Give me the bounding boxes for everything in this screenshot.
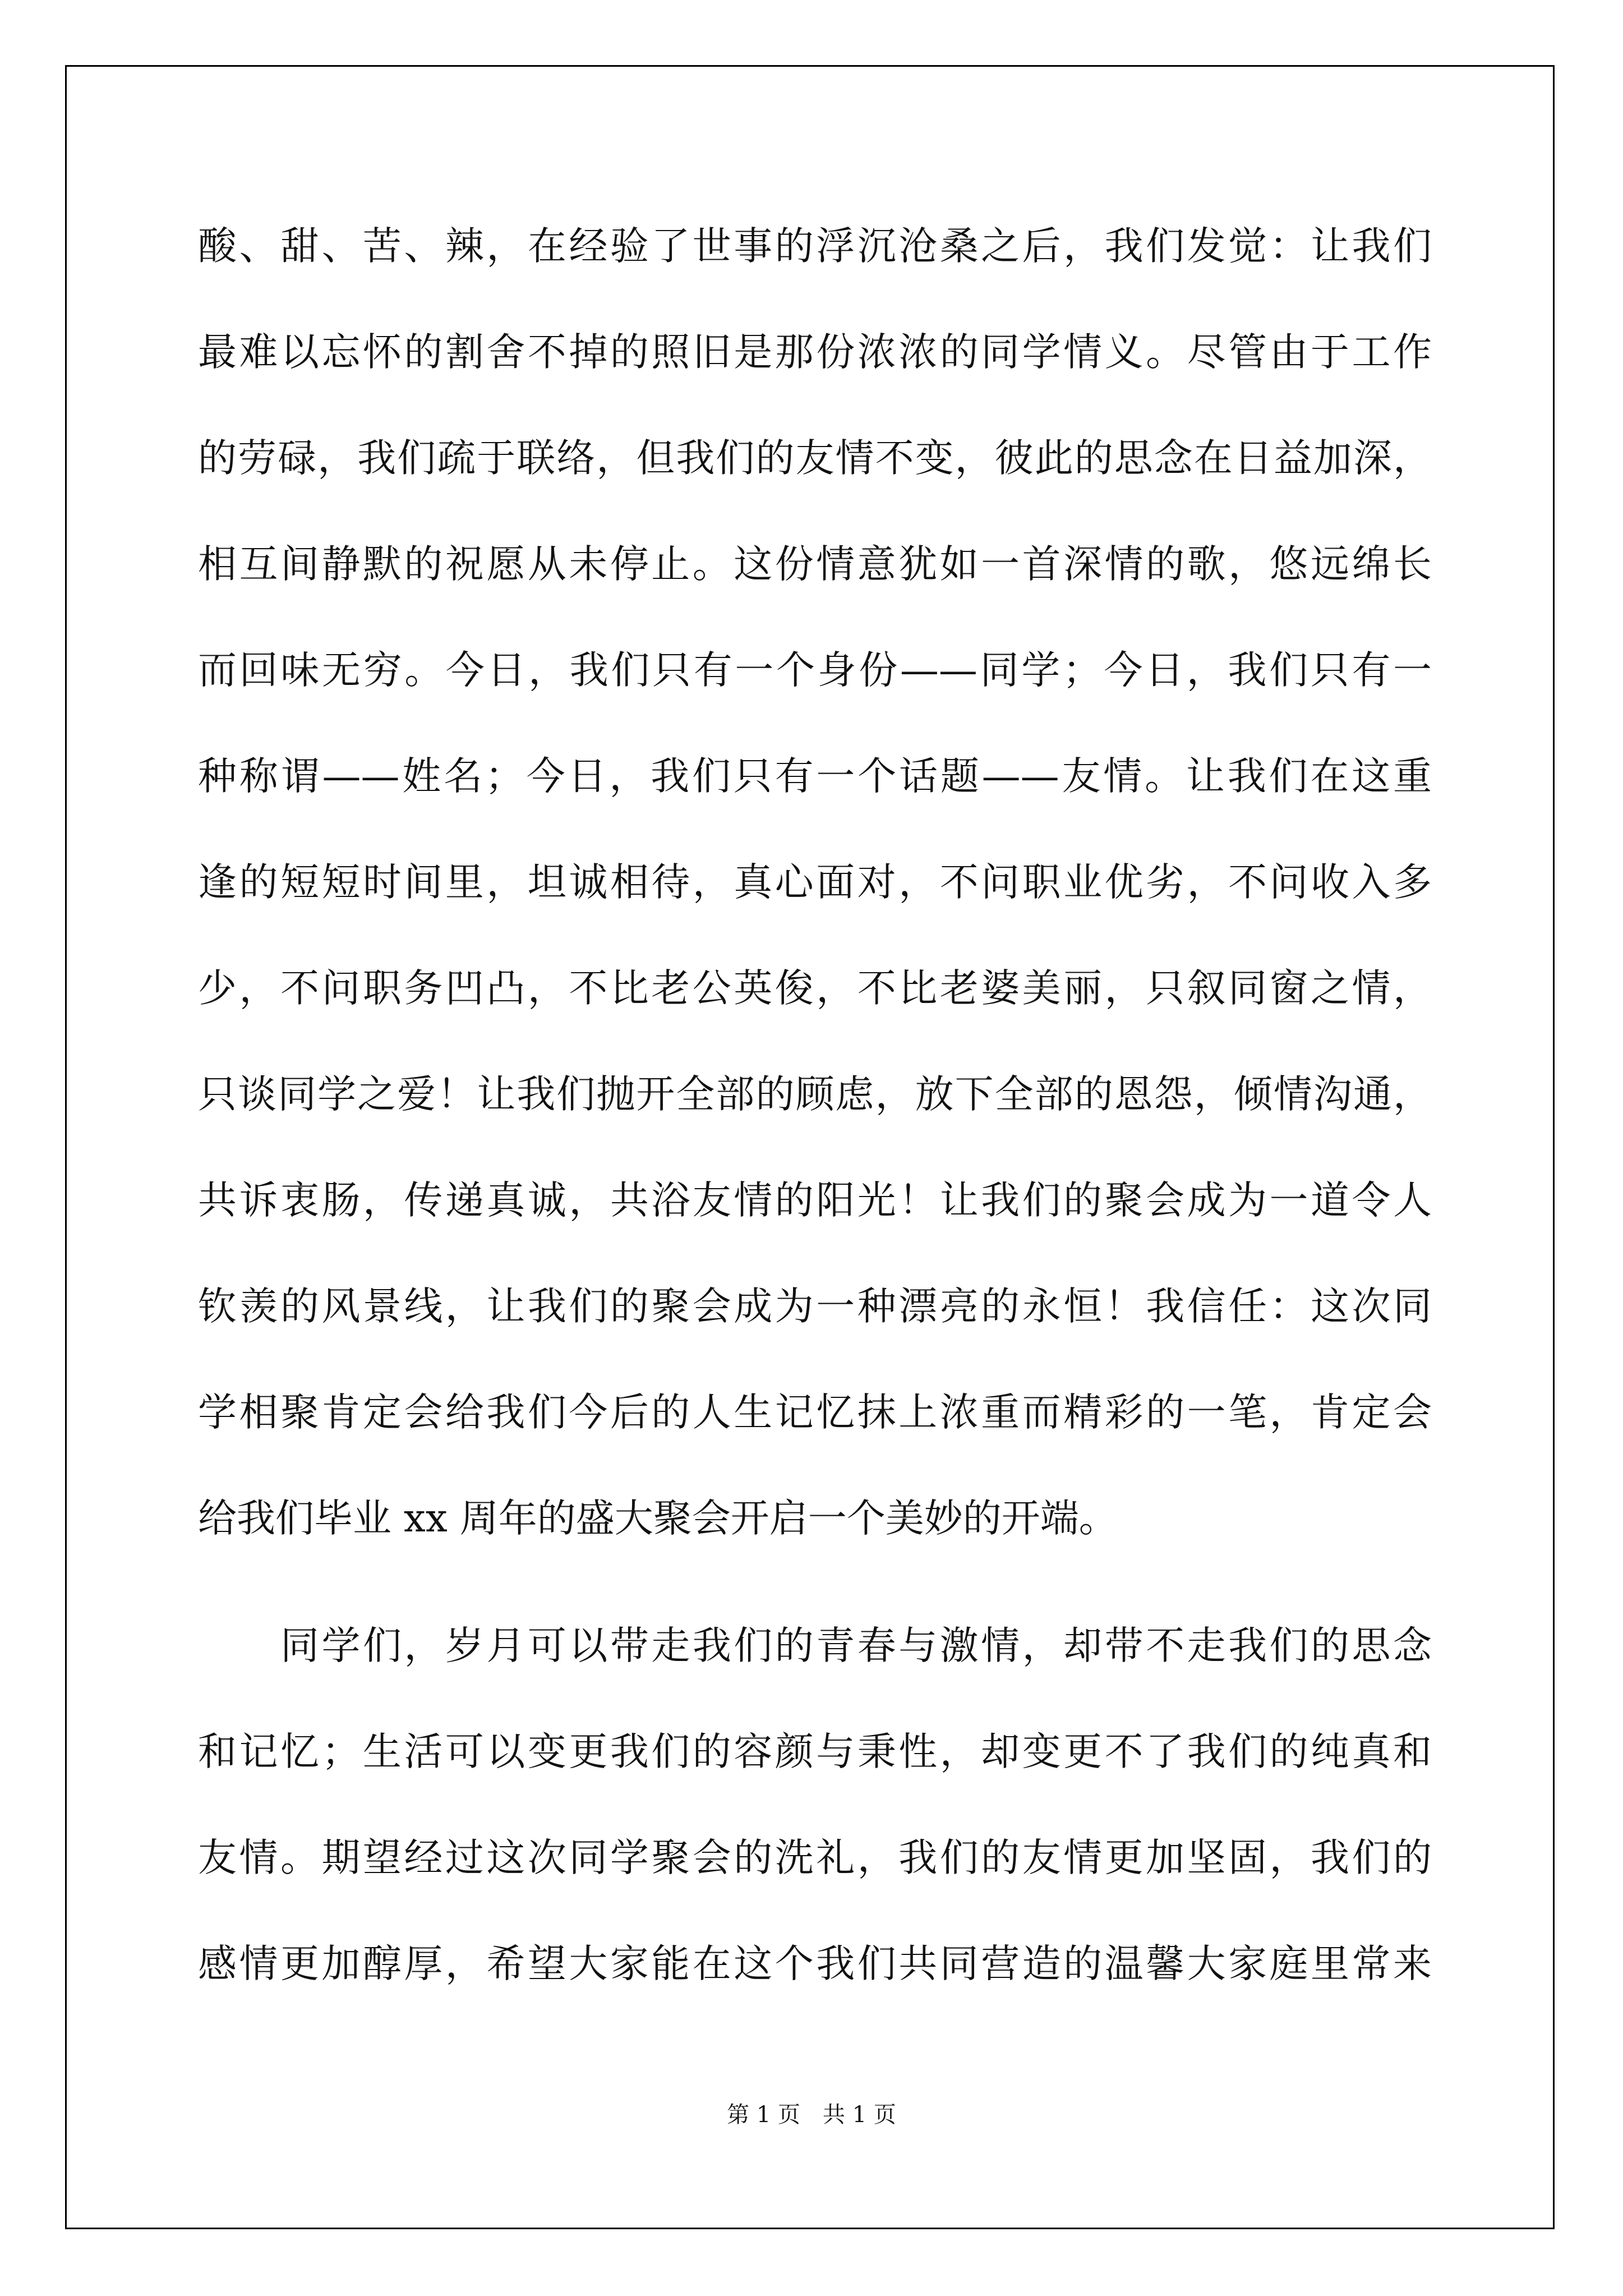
text-line: 钦羡的风景线，让我们的聚会成为一种漂亮的永恒！我信任：这次同	[198, 1284, 1432, 1329]
text-line: 少，不问职务凹凸，不比老公英俊，不比老婆美丽，只叙同窗之情，	[198, 966, 1432, 1011]
paragraph-2	[198, 1616, 1432, 2040]
text-line: 只谈同学之爱！让我们抛开全部的顾虑，放下全部的恩怨，倾情沟通，	[198, 1072, 1432, 1117]
text-line: 的劳碌，我们疏于联络，但我们的友情不变，彼此的思念在日益加深，	[198, 436, 1432, 481]
text-line: 给我们毕业 xx 周年的盛大聚会开启一个美妙的开端。	[198, 1496, 1118, 1541]
page-number-footer: 第 1 页 共 1 页	[727, 2102, 896, 2128]
text-line: 种称谓——姓名；今日，我们只有一个话题——友情。让我们在这重	[198, 754, 1432, 799]
text-line: 共诉衷肠，传递真诚，共浴友情的阳光！让我们的聚会成为一道令人	[198, 1178, 1432, 1223]
text-line: 同学们，岁月可以带走我们的青春与激情，却带不走我们的思念	[280, 1623, 1432, 1668]
paragraph-1	[198, 216, 1432, 1616]
text-line: 和记忆；生活可以变更我们的容颜与秉性，却变更不了我们的纯真和	[198, 1729, 1432, 1774]
text-line: 而回味无穷。今日，我们只有一个身份——同学；今日，我们只有一	[198, 648, 1432, 693]
document-body	[198, 216, 1432, 2040]
text-line: 感情更加醇厚，希望大家能在这个我们共同营造的温馨大家庭里常来	[198, 1941, 1432, 1986]
text-line: 友情。期望经过这次同学聚会的洗礼，我们的友情更加坚固，我们的	[198, 1835, 1432, 1880]
text-line: 相互间静默的祝愿从未停止。这份情意犹如一首深情的歌，悠远绵长	[198, 542, 1432, 587]
text-line: 酸、甜、苦、辣，在经验了世事的浮沉沧桑之后，我们发觉：让我们	[198, 224, 1432, 269]
text-line: 最难以忘怀的割舍不掉的照旧是那份浓浓的同学情义。尽管由于工作	[198, 330, 1432, 375]
text-line: 学相聚肯定会给我们今后的人生记忆抹上浓重而精彩的一笔，肯定会	[198, 1390, 1432, 1435]
text-line: 逢的短短时间里，坦诚相待，真心面对，不问职业优劣，不问收入多	[198, 860, 1432, 905]
